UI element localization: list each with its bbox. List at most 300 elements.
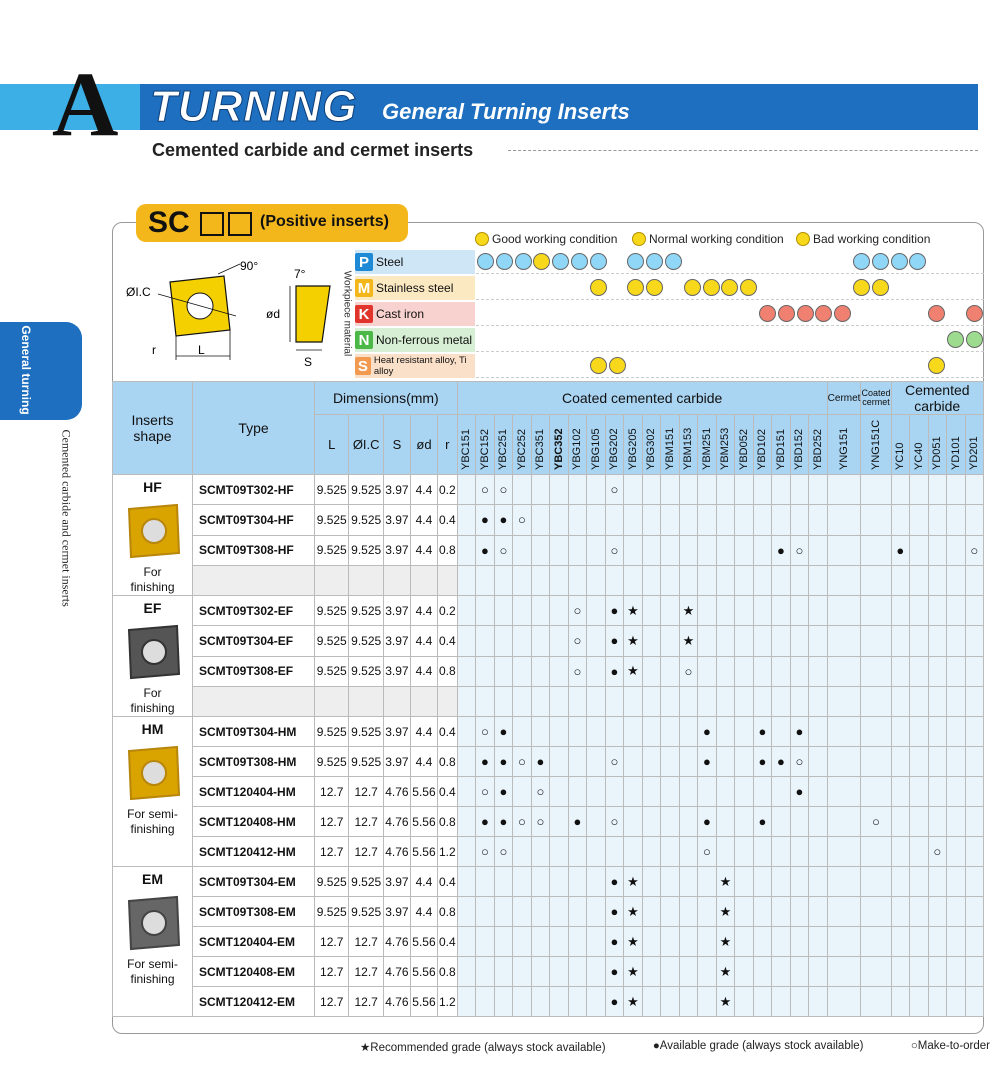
grade-col-ybc351 [531,415,550,475]
bad-face-icon [966,305,983,322]
grade-cell [861,565,891,595]
side-vertical-text [58,430,72,630]
grade-cell [513,475,532,505]
grade-cell [698,777,717,807]
grade-cell [772,957,791,987]
dim-cell: 3.97 [383,897,410,927]
dim-cell: 0.8 [438,535,458,565]
grade-label: YD201 [968,436,981,470]
table-row [113,867,984,897]
grade-label: YBC252 [515,429,528,470]
grade-cell [679,535,698,565]
col-dimensions: Dimensions(mm) [315,382,458,415]
grade-cell [624,747,643,777]
grade-cell [624,717,643,747]
grade-cell [827,747,861,777]
grade-cell [605,777,624,807]
side-tab[interactable] [0,322,82,420]
grade-cell [790,656,809,686]
grade-cell [790,867,809,897]
grade-cell [772,505,791,535]
type-cell: SCMT09T302-EF [193,596,315,626]
type-cell: SCMT09T304-EM [193,867,315,897]
grade-cell [642,777,661,807]
series-prefix: SC [148,206,190,239]
dim-cell: 0.4 [438,505,458,535]
dim-cell [315,686,349,716]
grade-cell [861,626,891,656]
grade-cell [827,837,861,867]
shape-note: For finishing [130,686,175,715]
series-box-1 [200,212,224,236]
grade-cell [661,535,680,565]
grade-cell [928,777,947,807]
norm-face-icon [590,357,607,374]
grade-cell [661,717,680,747]
grade-cell [679,686,698,716]
type-cell: SCMT09T308-HF [193,535,315,565]
grade-col-yd101 [947,415,966,475]
grade-cell: ● [494,717,513,747]
material-letter: P [355,253,373,271]
grade-cell [735,626,754,656]
grade-cell [753,777,772,807]
dim-cell: 9.525 [349,596,383,626]
grade-cell [642,596,661,626]
dim-cell: 9.525 [315,475,349,505]
col-cermet-group: Cermet [827,382,861,415]
material-cast [355,302,475,326]
type-cell: SCMT09T308-HM [193,747,315,777]
dim-cell: 12.7 [349,807,383,837]
dim-cell: 12.7 [349,987,383,1017]
grade-cell [735,565,754,595]
dim-cell: 4.76 [383,927,410,957]
grade-cell [947,837,966,867]
insert-photo-icon [123,501,183,561]
grade-cell: ★ [716,927,735,957]
dim-cell: 12.7 [315,837,349,867]
grade-cell [891,867,910,897]
grade-col-ybm151 [661,415,680,475]
bad-face-icon [796,232,810,246]
grade-cell [476,565,495,595]
workpiece-material-label [340,250,352,380]
grade-cell [679,747,698,777]
grade-cell [809,867,828,897]
dim-cell: 12.7 [315,957,349,987]
grade-label: YBC351 [534,429,547,470]
grade-cell [772,475,791,505]
grade-cell [790,987,809,1017]
grade-cell: ★ [679,596,698,626]
grade-cell [494,867,513,897]
grade-cell [587,747,606,777]
footer-dot: ●Available grade (always stock available) [652,1040,864,1052]
grade-cell [642,686,661,716]
grade-label: YBC152 [478,429,491,470]
grade-cell: ★ [624,987,643,1017]
dim-cell: 9.525 [315,505,349,535]
grade-cell [790,807,809,837]
grade-cell [910,535,929,565]
shape-note: For semi-finishing [127,957,178,986]
dim-cell: 0.4 [438,717,458,747]
grade-cell [772,686,791,716]
norm-face-icon [778,305,795,322]
dim-cell: 0.4 [438,867,458,897]
grade-cell [861,686,891,716]
table-row [113,807,984,837]
grade-cell [827,596,861,626]
dim-cell: 9.525 [349,535,383,565]
grade-col-ybc152 [476,415,495,475]
type-cell: SCMT09T304-HF [193,505,315,535]
dim-cell: 3.97 [383,867,410,897]
section-letter: A [52,53,119,155]
insert-diagram [118,250,340,378]
grade-cell [679,987,698,1017]
dim-cell: 9.525 [315,656,349,686]
grade-col-yng151c [861,415,891,475]
grade-cell [457,686,476,716]
dim-cell: 9.525 [349,897,383,927]
grade-cell [457,987,476,1017]
grade-label: YBM253 [719,427,732,470]
grade-cell [531,867,550,897]
grade-cell: ○ [679,656,698,686]
table-row [113,686,984,716]
grade-cell: ○ [568,656,587,686]
grade-col-ybg205 [624,415,643,475]
grade-cell [716,777,735,807]
grade-cell [568,686,587,716]
table-row [113,656,984,686]
shape-name: HM [141,721,164,737]
grade-cell [698,867,717,897]
dim-col-1: ØI.C [349,415,383,475]
dim-cell: 4.76 [383,807,410,837]
grade-cell [790,626,809,656]
grade-cell [457,927,476,957]
grade-cell [642,717,661,747]
grade-cell [716,565,735,595]
grade-cell [513,596,532,626]
bad-face-icon [815,305,832,322]
grade-cell [827,686,861,716]
grade-cell [679,565,698,595]
grade-cell [928,656,947,686]
grade-cell: ● [605,867,624,897]
type-cell: SCMT120412-EM [193,987,315,1017]
grade-cell [624,505,643,535]
grade-cell [965,565,984,595]
grade-cell: ● [698,807,717,837]
grade-cell: ● [698,717,717,747]
grade-label: YBD102 [756,429,769,470]
grade-cell [891,837,910,867]
grade-cell [735,475,754,505]
grade-col-yng151 [827,415,861,475]
shape-cell-em [113,867,193,1017]
grade-cell [861,927,891,957]
grade-cell [809,565,828,595]
grade-label: YBM251 [700,427,713,470]
grade-cell [965,717,984,747]
category-title: Cemented carbide and cermet inserts [152,140,474,160]
material-letter: M [355,279,373,297]
legend-normal-label: Normal working condition [649,232,784,246]
grade-col-yd201 [965,415,984,475]
grade-cell [809,777,828,807]
grade-cell [891,596,910,626]
norm-face-icon [721,279,738,296]
grade-cell [550,626,569,656]
grade-cell [513,927,532,957]
material-letter: K [355,305,373,323]
grade-cell [679,505,698,535]
grade-cell: ★ [679,626,698,656]
dim-cell [349,565,383,595]
grade-cell [947,626,966,656]
material-name: Cast iron [376,307,425,321]
good-face-icon [872,253,889,270]
dim-cell [410,565,437,595]
norm-face-icon [627,279,644,296]
grade-cell [753,475,772,505]
good-face-icon [646,253,663,270]
table-row [113,535,984,565]
grade-cell [531,957,550,987]
grade-cell [587,656,606,686]
grade-cell [716,475,735,505]
grade-cell: ● [605,927,624,957]
grade-cell [568,717,587,747]
grade-cell [947,565,966,595]
good-face-icon [947,331,964,348]
grade-cell [827,897,861,927]
grade-col-yd051 [928,415,947,475]
material-condition-row [476,328,984,352]
table-row [113,927,984,957]
grade-cell [947,957,966,987]
table-row [113,505,984,535]
norm-face-icon [797,305,814,322]
grade-cell: ○ [605,535,624,565]
workpiece-material-text: Workpiece material [341,270,353,357]
grade-cell [735,987,754,1017]
grade-cell [928,807,947,837]
grade-cell [735,807,754,837]
grade-cell [753,505,772,535]
grade-cell [910,987,929,1017]
grade-cell [679,897,698,927]
header-divider [508,150,978,151]
dim-cell: 9.525 [349,717,383,747]
grade-cell [624,777,643,807]
good-face-icon [515,253,532,270]
grade-cell [809,505,828,535]
good-face-icon [928,305,945,322]
grade-label: YBG202 [608,428,621,470]
grade-cell [624,807,643,837]
grade-cell [753,596,772,626]
grade-cell [716,747,735,777]
dim-col-2: S [383,415,410,475]
grade-cell [790,505,809,535]
dim-cell: 3.97 [383,475,410,505]
grade-cell [928,867,947,897]
grade-cell [457,535,476,565]
grade-cell [891,656,910,686]
dim-cell: 4.4 [410,656,437,686]
grade-label: YBG205 [626,428,639,470]
type-cell: SCMT09T304-EF [193,626,315,656]
grade-cell [928,475,947,505]
grade-cell [891,565,910,595]
grade-cell [772,987,791,1017]
grade-label: YBG302 [645,428,658,470]
grade-cell [642,475,661,505]
grade-cell [661,807,680,837]
grade-cell [550,927,569,957]
grade-label: YBC151 [460,429,473,470]
grade-cell [809,747,828,777]
grade-cell [827,927,861,957]
grade-col-ybg202 [605,415,624,475]
grade-cell [476,957,495,987]
dim-cell: 4.76 [383,987,410,1017]
grade-cell [735,596,754,626]
grade-col-ybm153 [679,415,698,475]
grade-cell [965,957,984,987]
grade-cell [661,957,680,987]
grade-cell [947,535,966,565]
grade-cell [531,717,550,747]
grade-cell: ★ [716,867,735,897]
grade-cell [568,777,587,807]
grade-cell [531,505,550,535]
type-cell [193,686,315,716]
grade-cell [642,807,661,837]
grade-cell [457,747,476,777]
grade-cell [861,656,891,686]
legend-bad-label: Bad working condition [813,232,931,246]
grade-cell [550,777,569,807]
grade-cell [698,535,717,565]
grade-cell [476,897,495,927]
grade-cell: ○ [698,837,717,867]
norm-face-icon [533,253,550,270]
bad-face-icon [571,253,588,270]
grade-cell [661,867,680,897]
grade-cell [809,987,828,1017]
grade-cell [772,596,791,626]
grade-cell [679,807,698,837]
dim-cell: 3.97 [383,596,410,626]
col-carbide-group: Cemented carbide [891,382,984,415]
shape-note: For semi-finishing [127,807,178,836]
grade-cell [735,686,754,716]
grade-cell [642,957,661,987]
grade-cell [928,717,947,747]
grade-cell: ○ [476,837,495,867]
grade-cell [587,717,606,747]
type-cell: SCMT120412-HM [193,837,315,867]
grade-cell: ★ [624,897,643,927]
dim-cell: 5.56 [410,927,437,957]
col-coated-cermet-group: Coated cermet [861,382,891,415]
grade-cell [513,686,532,716]
dim-cell [383,686,410,716]
grade-cell [861,957,891,987]
grade-col-ybg102 [568,415,587,475]
grade-label: YBD052 [737,429,750,470]
grade-cell [513,535,532,565]
grade-cell [753,957,772,987]
dim-cell: 4.4 [410,747,437,777]
grade-cell [698,475,717,505]
grade-cell [827,717,861,747]
table-row [113,987,984,1017]
grade-cell: ○ [494,535,513,565]
dim-col-3: ød [410,415,437,475]
grade-cell [698,596,717,626]
type-cell: SCMT120408-HM [193,807,315,837]
table-row [113,777,984,807]
grade-col-ybd052 [735,415,754,475]
dim-cell: 5.56 [410,957,437,987]
dim-cell: 0.2 [438,475,458,505]
grade-cell [661,837,680,867]
grade-label: YNG151 [838,427,851,470]
grade-cell: ○ [494,475,513,505]
legend-good [475,232,617,246]
dim-cell: 3.97 [383,535,410,565]
grade-cell [965,867,984,897]
material-steel [355,250,475,274]
grade-cell [698,656,717,686]
grade-cell [531,626,550,656]
grade-cell [910,777,929,807]
dim-cell: 0.2 [438,596,458,626]
grade-cell: ● [753,747,772,777]
grade-cell [809,475,828,505]
grade-cell [494,596,513,626]
grade-cell [965,897,984,927]
grade-cell [587,777,606,807]
grade-cell [605,505,624,535]
dim-cell: 4.4 [410,897,437,927]
norm-face-icon [928,357,945,374]
grade-cell [891,897,910,927]
grade-label: YBD152 [793,429,806,470]
grade-cell: ○ [494,837,513,867]
grade-cell [698,987,717,1017]
grade-label: YBM153 [682,427,695,470]
grade-cell [910,686,929,716]
grade-label: YD051 [931,436,944,470]
grade-cell [550,686,569,716]
grade-cell [928,535,947,565]
good-face-icon [477,253,494,270]
grade-cell [550,505,569,535]
dim-cell: 4.4 [410,596,437,626]
material-condition-row [476,302,984,326]
grade-cell: ● [605,957,624,987]
dim-cell: 0.8 [438,656,458,686]
dim-cell: 12.7 [315,777,349,807]
